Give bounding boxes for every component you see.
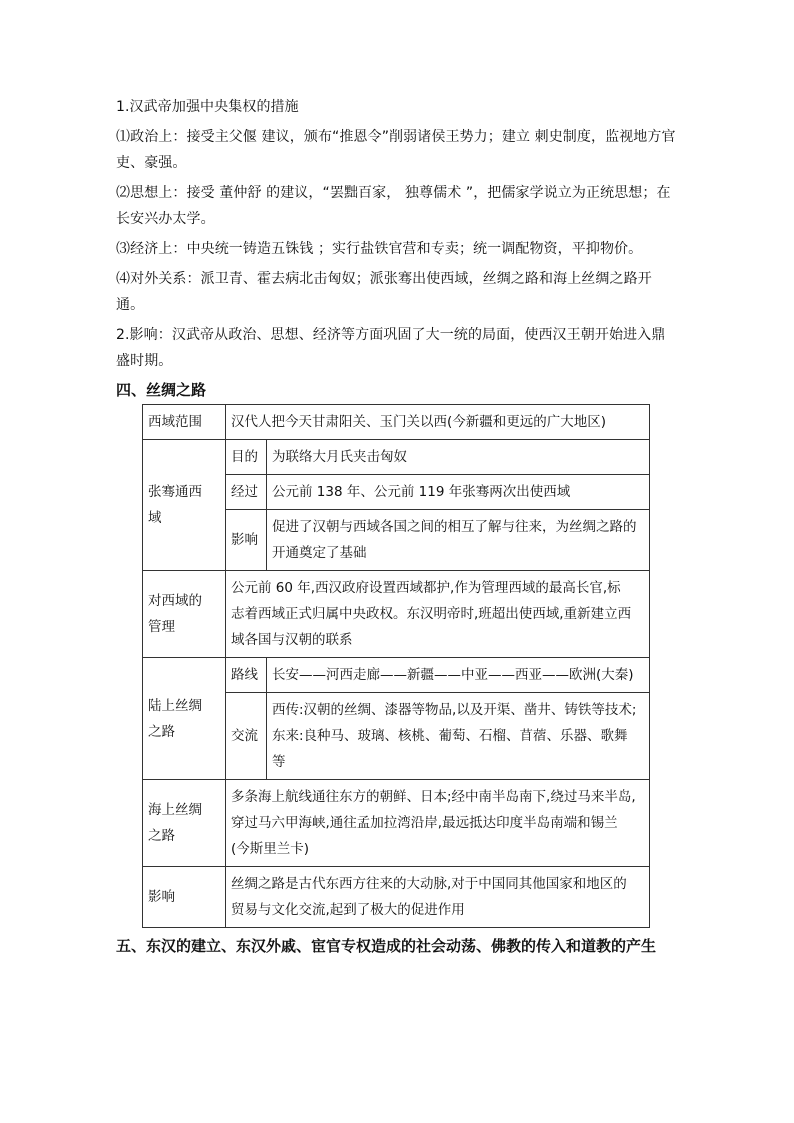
politics-measure: ⑴政治上：接受主父偃 建议，颁布“推恩令”削弱诸侯王势力；建立 刺史制度，监视地方官吏、豪强。 [116,129,676,171]
table-row [143,405,650,440]
economy-measure: ⑶经济上：中央统一铸造五铢钱 ；实行盐铁官营和专卖；统一调配物资，平抑物价。 [116,241,643,257]
purpose-text: 为联络大月氏夹击匈奴 [267,440,650,475]
row-label-zhangqian: 张骞通西 域 [143,440,226,571]
row-label-management: 对西域的 管理 [143,571,226,658]
row-label-land-road: 陆上丝绸 之路 [143,658,226,780]
sub-label-exchange: 交流 [226,693,267,780]
table-row [143,440,650,475]
route-text: 长安——河西走廊——新疆——中亚——西亚——欧洲(大秦) [267,658,650,693]
table-row [143,571,650,658]
measures-title: 1.汉武帝加强中央集权的措施 [116,99,299,115]
process-text: 公元前 138 年、公元前 119 年张骞两次出使西域 [267,475,650,510]
document-page [116,94,676,960]
heading-eastern-han: 五、东汉的建立、东汉外戚、宦官专权造成的社会动荡、佛教的传入和道教的产生 [116,937,657,955]
sub-label-route: 路线 [226,658,267,693]
table-row [143,780,650,867]
row-label-sea-road: 海上丝绸 之路 [143,780,226,867]
xiyu-range-text: 汉代人把今天甘肃阳关、玉门关以西(今新疆和更远的广大地区) [226,405,650,440]
thought-measure: ⑵思想上：接受 董仲舒 的建议，“罢黜百家， 独尊儒术 ”，把儒家学说立为正统思想；在长安兴办太学。 [116,185,671,227]
table-row [143,867,650,928]
impact-text: 丝绸之路是古代东西方往来的大动脉,对于中国同其他国家和地区的 贸易与文化交流,起到了极大的促进作用 [226,867,650,928]
management-text: 公元前 60 年,西汉政府设置西域都护,作为管理西域的最高长官,标 志着西域正式归属中央政权。东汉明帝时,班超出使西域,重新建立西 域各国与汉朝的联系 [226,571,650,658]
effect-text: 促进了汉朝与西域各国之间的相互了解与往来，为丝绸之路的 开通奠定了基础 [267,510,650,571]
foreign-measure: ⑷对外关系：派卫青、霍去病北击匈奴；派张骞出使西域，丝绸之路和海上丝绸之路开通。 [116,271,652,313]
silk-road-table [142,404,650,928]
sub-label-effect: 影响 [226,510,267,571]
heading-silk-road: 四、丝绸之路 [116,381,207,399]
row-label-impact: 影响 [143,867,226,928]
table-row [143,658,650,693]
row-label-xiyu-range: 西域范围 [143,405,226,440]
sub-label-purpose: 目的 [226,440,267,475]
sub-label-process: 经过 [226,475,267,510]
influence-text: 2.影响：汉武帝从政治、思想、经济等方面巩固了大一统的局面，使西汉王朝开始进入鼎盛时期。 [116,327,666,369]
sea-road-text: 多条海上航线通往东方的朝鲜、日本;经中南半岛南下,绕过马来半岛, 穿过马六甲海峡,通往孟加拉湾沿岸,最远抵达印度半岛南端和锡兰 (今斯里兰卡) [226,780,650,867]
exchange-text: 西传:汉朝的丝绸、漆器等物品,以及开渠、凿井、铸铁等技术; 东来:良种马、玻璃、核桃、葡萄、石榴、苜蓿、乐器、歌舞 等 [267,693,650,780]
